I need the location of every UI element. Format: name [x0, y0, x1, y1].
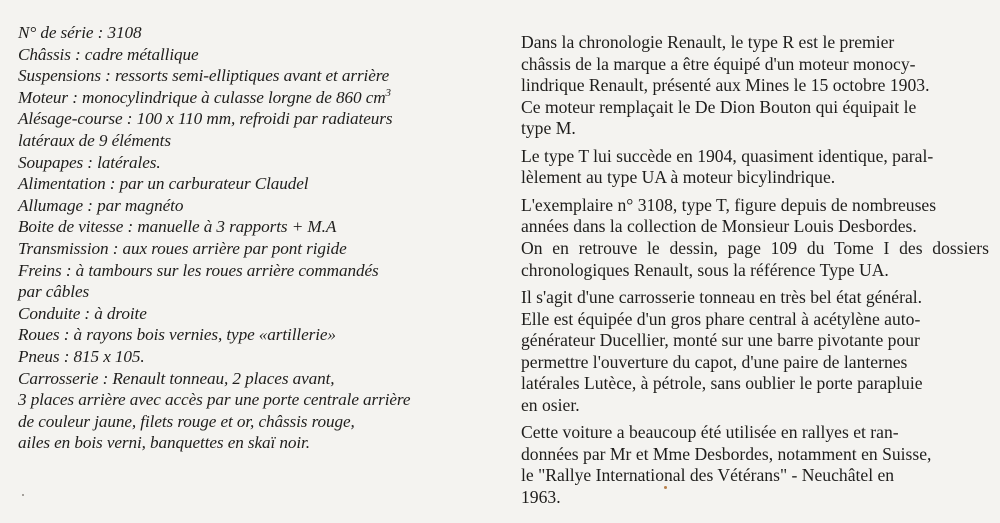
spec-body-continued-3: ailes en bois verni, banquettes en skaï noir.: [18, 433, 310, 453]
spec-body-continued-2: de couleur jaune, filets rouge et or, châssis rouge,: [18, 411, 355, 431]
text-line: 1963.: [521, 487, 561, 508]
spec-fuel-supply: Alimentation : par un carburateur Claudel: [18, 174, 309, 194]
text-line: Dans la chronologie Renault, le type R est le premier: [521, 32, 895, 52]
text-line: Elle est équipée d'un gros phare central à acétylène auto-: [521, 308, 921, 329]
scan-speck: [664, 486, 667, 489]
text-line: données par Mr et Mme Desbordes, notamment en Suisse,: [521, 443, 932, 464]
text-line: L'exemplaire n° 3108, type T, figure depuis de nombreuses: [521, 194, 937, 215]
text-line: permettre l'ouverture du capot, d'une paire de lanternes: [521, 351, 908, 372]
spec-brakes-continued: par câbles: [18, 282, 90, 302]
spec-ignition: Allumage : par magnéto: [18, 195, 184, 215]
scan-speck: [22, 494, 24, 496]
specifications-column: [18, 22, 488, 454]
text-line: châssis de la marque a être équipé d'un moteur monocy-: [521, 53, 916, 74]
paragraph-chronology: [521, 32, 989, 140]
text-line: type M.: [521, 118, 576, 139]
spec-bore-stroke: Alésage-course : 100 x 110 mm, refroidi par radiateurs: [18, 109, 393, 129]
text-line: le "Rallye International des Vétérans" - Neuchâtel en: [521, 465, 895, 486]
text-line: latérales Lutèce, à pétrole, sans oublier le porte parapluie: [521, 373, 923, 394]
paragraph-bodywork: [521, 287, 989, 417]
spec-engine-text: Moteur : monocylindrique à culasse lorgne de 860 cm: [18, 87, 386, 107]
spec-transmission: Transmission : aux roues arrière par pont rigide: [18, 238, 347, 258]
spec-brakes: Freins : à tambours sur les roues arrière commandés: [18, 260, 379, 280]
text-line: Cette voiture a beaucoup été utilisée en rallyes et ran-: [521, 422, 899, 443]
text-line: On en retrouve le dessin, page 109 du Tome I des dossiers: [521, 237, 989, 258]
text-line: lindrique Renault, présenté aux Mines le 15 octobre 1903.: [521, 75, 930, 96]
spec-serial-number: N° de série : 3108: [18, 23, 142, 42]
spec-gearbox: Boite de vitesse : manuelle à 3 rapports + M.A: [18, 217, 337, 237]
spec-engine: [18, 87, 488, 109]
spec-body: Carrosserie : Renault tonneau, 2 places avant,: [18, 368, 335, 388]
text-line: générateur Ducellier, monté sur une barre pivotante pour: [521, 330, 920, 351]
spec-chassis: Châssis : cadre métallique: [18, 44, 199, 64]
text-line: Le type T lui succède en 1904, quasiment identique, paral-: [521, 145, 934, 166]
spec-steering: Conduite : à droite: [18, 303, 147, 323]
text-line: en osier.: [521, 394, 580, 415]
text-line: Il s'agit d'une carrosserie tonneau en très bel état général.: [521, 286, 923, 307]
history-column: [521, 32, 989, 514]
spec-valves: Soupapes : latérales.: [18, 152, 161, 172]
spec-wheels: Roues : à rayons bois vernies, type «artillerie»: [18, 325, 336, 345]
spec-suspension: Suspensions : ressorts semi-elliptiques avant et arrière: [18, 66, 390, 86]
text-line: lèlement au type UA à moteur bicylindrique.: [521, 167, 836, 188]
spec-engine-exponent: 3: [385, 86, 391, 99]
paragraph-type-t: [521, 146, 989, 189]
text-line: Ce moteur remplaçait le De Dion Bouton qui équipait le: [521, 96, 917, 117]
text-line: chronologiques Renault, sous la référence Type UA.: [521, 259, 889, 280]
spec-tyres: Pneus : 815 x 105.: [18, 346, 145, 366]
spec-bore-stroke-continued: latéraux de 9 éléments: [18, 130, 171, 150]
paragraph-rallies: [521, 422, 989, 508]
spec-body-continued-1: 3 places arrière avec accès par une porte centrale arrière: [18, 390, 411, 410]
paragraph-collection: [521, 195, 989, 281]
text-line: années dans la collection de Monsieur Louis Desbordes.: [521, 216, 917, 237]
